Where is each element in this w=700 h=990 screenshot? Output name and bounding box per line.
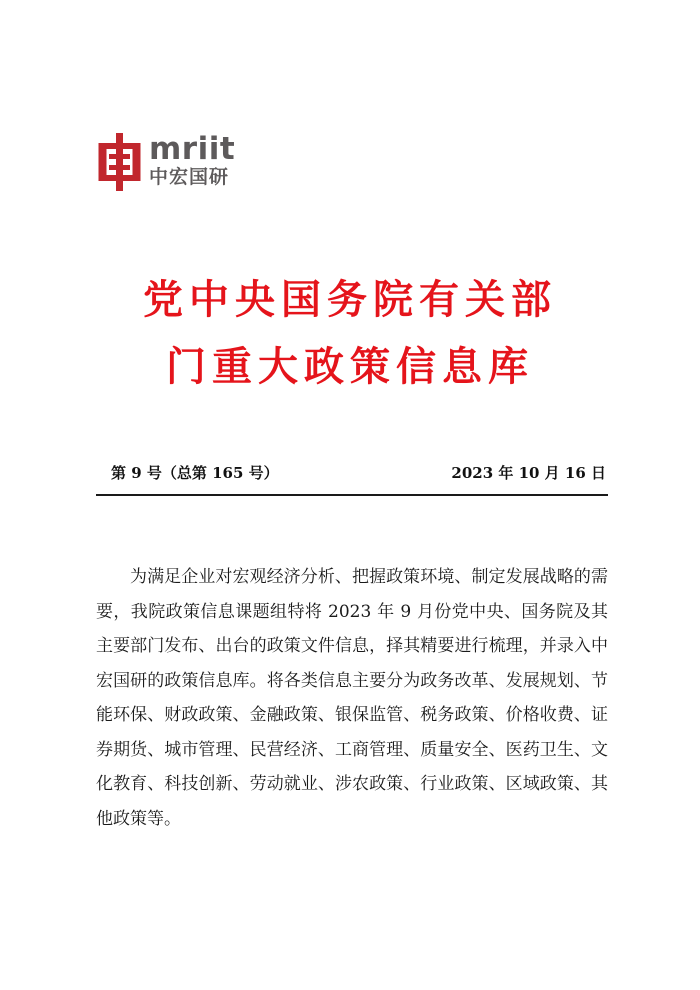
document-title-line-1: 党中央国务院有关部 — [143, 276, 557, 323]
document-title-line-2: 门重大政策信息库 — [166, 343, 534, 390]
logo-text-en: mriit — [149, 131, 236, 167]
intro-paragraph: 为满足企业对宏观经济分析、把握政策环境、制定发展战略的需要，我院政策信息课题组特将 2023 年 9 月份党中央、国务院及其主要部门发布、出台的政策文件信息，择其精要进行梳理，并录入中宏国研的政策信息库。将各类信息主要分为政务改革、发展规划、节能环保、财政政策、金融政策、银保监管、税务政策、价格收费、证券期货、城市管理、民营经济、工商管理、质量安全、医药卫生、文化教育、科技创新、劳动就业、涉农政策、行业政策、区域政策、其他政策等。 — [96, 567, 608, 829]
mriit-logo-mark-icon — [97, 133, 142, 191]
header-divider — [96, 494, 608, 496]
logo — [97, 133, 247, 193]
logo-text-cn: 中宏国研 — [149, 166, 230, 188]
issue-number: 第 9 号（总第 165 号） — [111, 464, 279, 482]
issue-date: 2023 年 10 月 16 日 — [451, 464, 606, 482]
